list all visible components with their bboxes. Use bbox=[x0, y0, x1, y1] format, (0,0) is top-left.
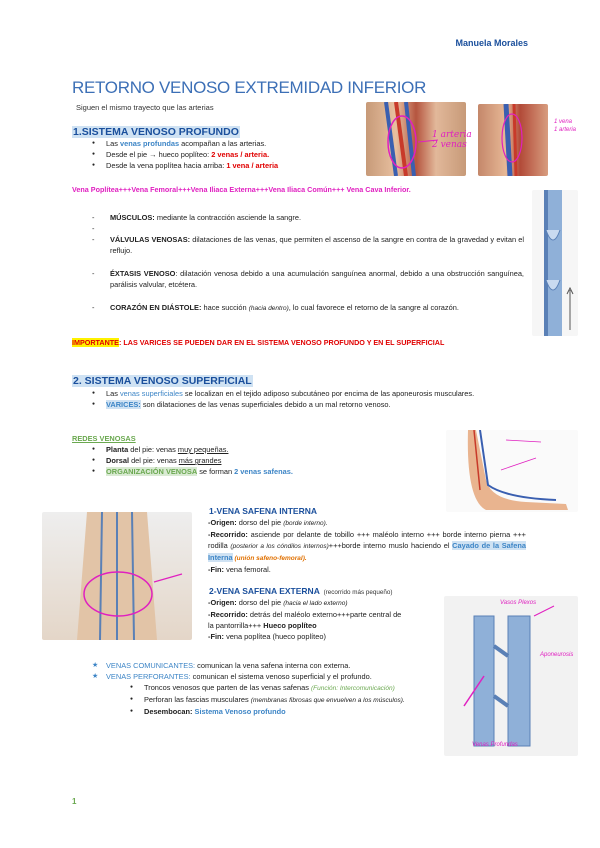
list-item: ● Troncos venosos que parten de las venas safenas (Función: Intercomunicación) bbox=[130, 682, 440, 694]
list-item: ● Desde el pie → hueco poplíteo: 2 venas / arteria. bbox=[92, 149, 362, 160]
venous-networks-list bbox=[92, 444, 392, 477]
list-item: ● Las venas superficiales se localizan en el tejido adiposo subcutáneo por encima de las aponeurosis musculares. bbox=[92, 388, 524, 399]
section-heading-superficial: 2. SISTEMA VENOSO SUPERFICIAL bbox=[73, 375, 252, 387]
list-item: ● Perforan las fascias musculares (membranas fibrosas que envuelven a los músculos). bbox=[130, 694, 440, 706]
page-number: 1 bbox=[72, 797, 77, 806]
list-item: ● Las venas profundas acompañan a las arterias. bbox=[92, 138, 362, 149]
venous-networks-heading: REDES VENOSAS bbox=[72, 434, 136, 443]
list-item: ● Planta del pie: venas muy pequeñas. bbox=[92, 444, 392, 455]
list-item: ● ORGANIZACIÓN VENOSA se forman 2 venas safenas. bbox=[92, 466, 392, 477]
author-name: Manuela Morales bbox=[455, 38, 528, 48]
section-heading-deep: 1.SISTEMA VENOSO PROFUNDO bbox=[73, 126, 239, 138]
list-item: ● Desde la vena poplítea hacia arriba: 1 vena / arteria bbox=[92, 160, 362, 171]
image-annotation-4: Aponeurosis bbox=[540, 652, 574, 658]
list-item: - CORAZÓN EN DIÁSTOLE: hace succión (hacia dentro), lo cual favorece el retorno de la sangre al corazón. bbox=[90, 302, 524, 314]
list-item: - MÚSCULOS: mediante la contracción asciende la sangre. bbox=[90, 212, 524, 223]
deep-bullets bbox=[92, 138, 362, 171]
list-item: ● VARICES: son dilataciones de las venas superficiales debido a un mal retorno venoso. bbox=[92, 399, 524, 410]
venous-valve-image bbox=[532, 190, 578, 336]
communicating-veins-list bbox=[92, 660, 442, 682]
great-saphenous-details: -Origen: dorso del pie (borde interno). -Recorrido: asciende por delante de tobillo +++ maléolo interno +++ borde interno pierna +++ rodilla (posterior a los cóndilos internos)+++borde interno muslo haciendo el Cayado de la Safena Interna (unión safeno-femoral). -Fin: vena femoral. bbox=[208, 518, 526, 574]
list-item: - ÉXTASIS VENOSO: dilatación venosa debido a una acumulación sanguínea anormal, debido a una obstrucción sanguínea, parálisis valvular, etcétera. bbox=[90, 268, 524, 290]
small-saphenous-title: 2-VENA SAFENA EXTERNA (recorrido más pequeño) bbox=[209, 586, 393, 596]
deep-veins-image-2 bbox=[478, 104, 548, 176]
list-item: ★ VENAS PERFORANTES: comunican el sistema venoso superficial y el profundo. bbox=[92, 671, 442, 682]
important-note: IMPORTANTE: LAS VARICES SE PUEDEN DAR EN EL SISTEMA VENOSO PROFUNDO Y EN EL SUPERFICIAL bbox=[72, 338, 445, 347]
list-item: ● Desembocan: Sistema Venoso profundo bbox=[130, 706, 440, 717]
deep-factors-list bbox=[90, 212, 524, 314]
page-subtitle: Siguen el mismo trayecto que las arterias bbox=[76, 103, 214, 112]
image-annotation-2: 1 vena 1 arteria bbox=[554, 119, 577, 133]
page-title: RETORNO VENOSO EXTREMIDAD INFERIOR bbox=[72, 78, 427, 97]
foot-veins-image bbox=[446, 430, 578, 512]
small-saphenous-details: -Origen: dorso del pie (hacia el lado externo) -Recorrido: detrás del maléolo externo+++parte central de la pantorrilla+++ Hueco poplíteo -Fin: vena poplítea (hueco poplíteo) bbox=[208, 598, 402, 641]
venous-flow-sequence: Vena Poplítea+++Vena Femoral+++Vena Iliaca Externa+++Vena Iliaca Común+++ Vena Cava Inferior. bbox=[72, 185, 411, 194]
great-saphenous-title: 1-VENA SAFENA INTERNA bbox=[209, 506, 317, 516]
perforating-veins-image bbox=[444, 596, 578, 756]
image-annotation: 1 arteria 2 venas bbox=[432, 130, 472, 150]
list-item: ★ VENAS COMUNICANTES: comunican la vena safena interna con externa. bbox=[92, 660, 442, 671]
image-annotation-5: Venas Profundas bbox=[472, 742, 518, 748]
perforating-details bbox=[130, 682, 440, 717]
image-annotation-3: Vasos Plexos bbox=[500, 600, 537, 606]
saphenous-dorsal-image bbox=[42, 512, 192, 640]
superficial-bullets bbox=[92, 388, 524, 410]
list-item: ● Dorsal del pie: venas más grandes bbox=[92, 455, 392, 466]
list-item bbox=[90, 223, 524, 234]
list-item: - VÁLVULAS VENOSAS: dilataciones de las venas, que permiten el ascenso de la sangre en contra de la gravedad y evitan el reflujo. bbox=[90, 234, 524, 256]
